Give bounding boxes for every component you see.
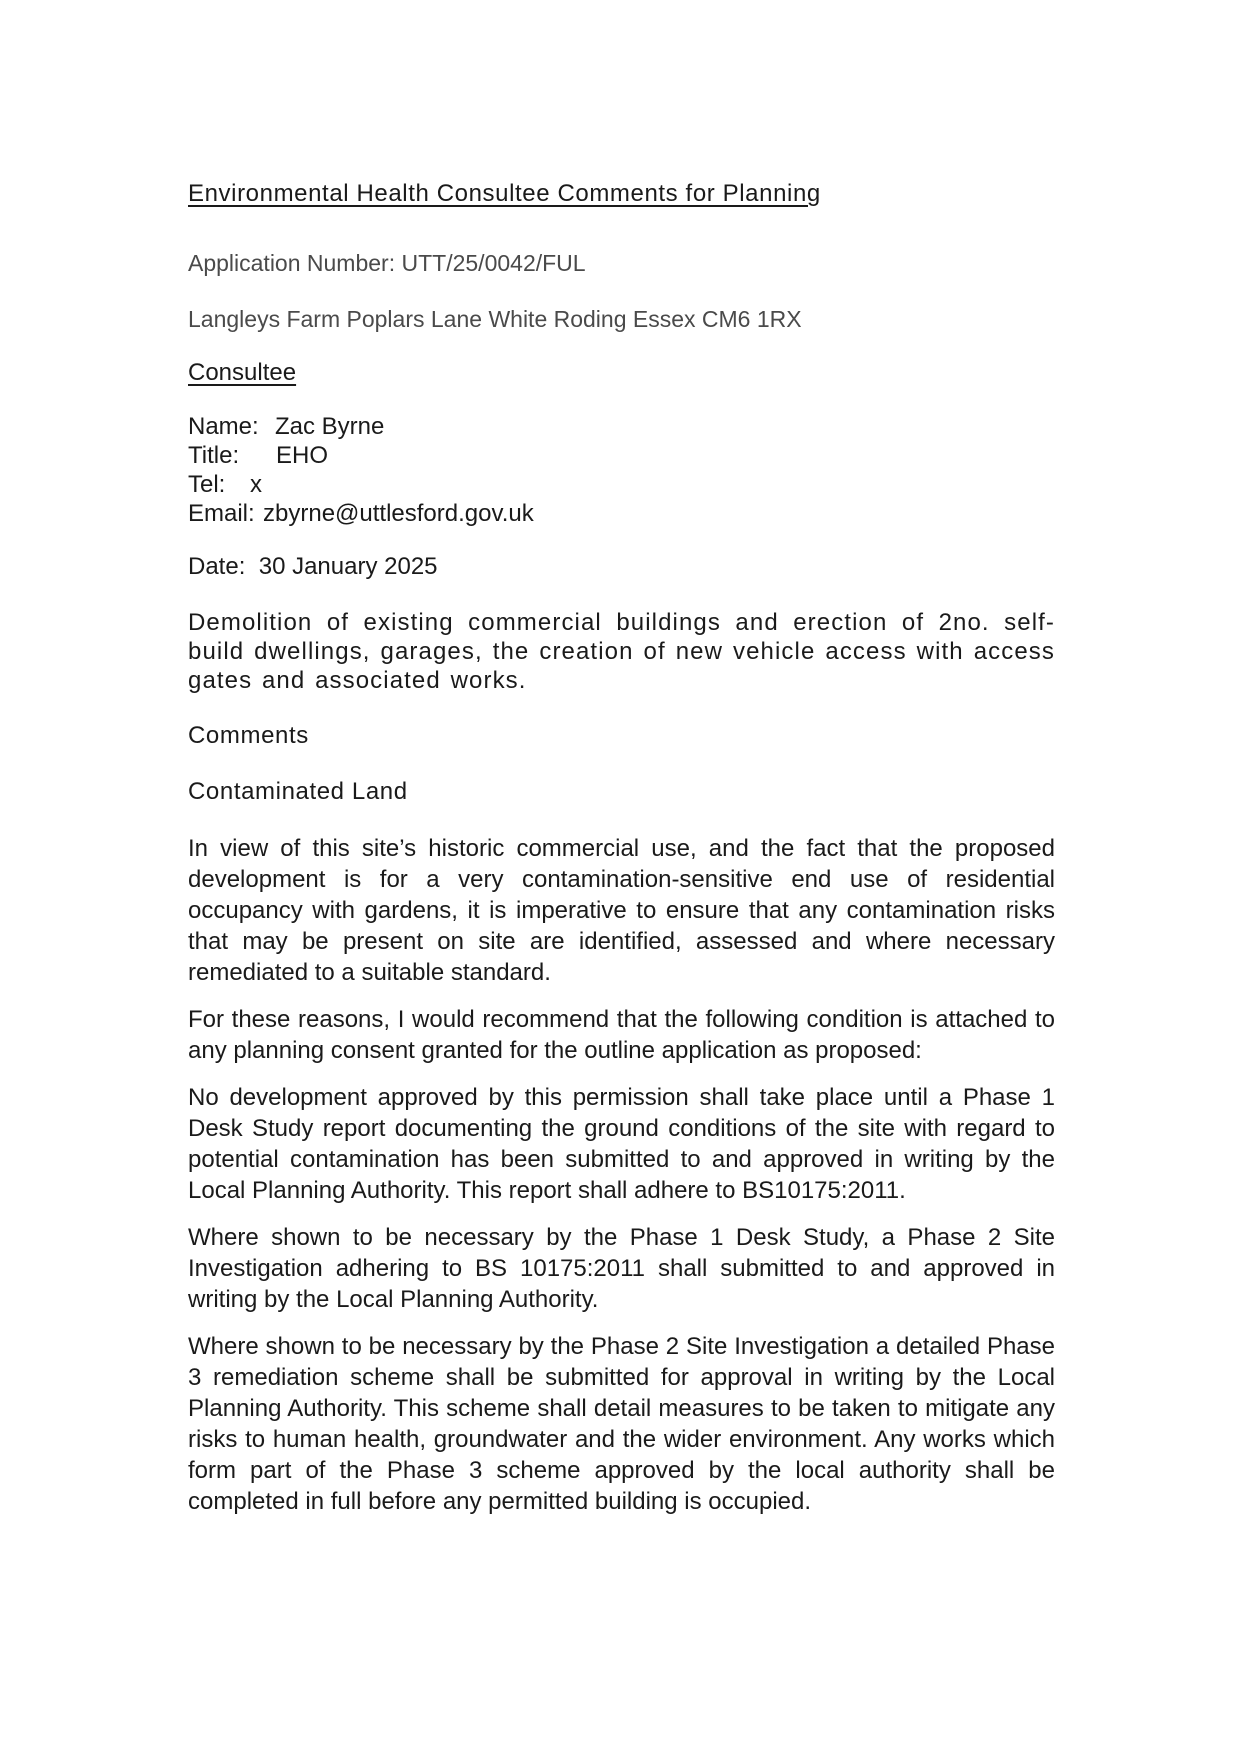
contact-tel-value: x xyxy=(250,471,262,498)
contact-title-value: EHO xyxy=(276,442,329,469)
site-address: Langleys Farm Poplars Lane White Roding Essex CM6 1RX xyxy=(188,306,802,332)
paragraph-5: Where shown to be necessary by the Phase 2 Site Investigation a detailed Phase 3 remediation scheme shall be submitted for approval in writing by the Local Planning Authority. This scheme shall detail measures to be taken to mitigate any risks to human health, groundwater and the wider environment. Any works which form part of the Phase 3 scheme approved by the local authority shall be completed in full before any permitted building is occupied. xyxy=(188,1333,1055,1515)
comments-label: Comments xyxy=(188,722,309,749)
proposal-description: Demolition of existing commercial buildings and erection of 2no. self-build dwellings, garages, the creation of new vehicle access with access gates and associated works. xyxy=(188,609,1055,694)
paragraph-3: No development approved by this permission shall take place until a Phase 1 Desk Study report documenting the ground conditions of the site with regard to potential contamination has been submitted to and approved in writing by the Local Planning Authority. This report shall adhere to BS10175:2011. xyxy=(188,1084,1055,1204)
contact-email-value: zbyrne@uttlesford.gov.uk xyxy=(263,500,534,527)
paragraph-2: For these reasons, I would recommend that the following condition is attached to any planning consent granted for the outline application as proposed: xyxy=(188,1006,1055,1064)
date-key: Date: xyxy=(188,553,246,580)
paragraph-4: Where shown to be necessary by the Phase 1 Desk Study, a Phase 2 Site Investigation adhering to BS 10175:2011 shall submitted to and approved in writing by the Local Planning Authority. xyxy=(188,1224,1055,1313)
section-title: Contaminated Land xyxy=(188,778,408,805)
page-title: Environmental Health Consultee Comments for Planning xyxy=(188,180,821,207)
contact-title-key: Title: xyxy=(188,442,240,469)
contact-name-row xyxy=(188,412,1055,441)
contact-email-row xyxy=(188,499,1055,528)
document-body xyxy=(188,178,1055,1533)
contact-title-row xyxy=(188,441,1055,470)
application-number: Application Number: UTT/25/0042/FUL xyxy=(188,250,586,276)
date-row xyxy=(188,552,1055,582)
date-value: 30 January 2025 xyxy=(258,553,438,580)
contact-name-value: Zac Byrne xyxy=(275,413,385,440)
contact-tel-key: Tel: xyxy=(188,471,226,498)
contact-tel-row xyxy=(188,470,1055,499)
consultee-contact xyxy=(188,412,1055,528)
paragraph-1: In view of this site’s historic commercial use, and the fact that the proposed development is for a very contamination-sensitive end use of residential occupancy with gardens, it is imperative to ensure that any contamination risks that may be present on site are identified, assessed and where necessary remediated to a suitable standard. xyxy=(188,835,1055,986)
contact-name-key: Name: xyxy=(188,413,259,440)
contact-email-key: Email: xyxy=(188,500,255,527)
consultee-label: Consultee xyxy=(188,359,297,386)
